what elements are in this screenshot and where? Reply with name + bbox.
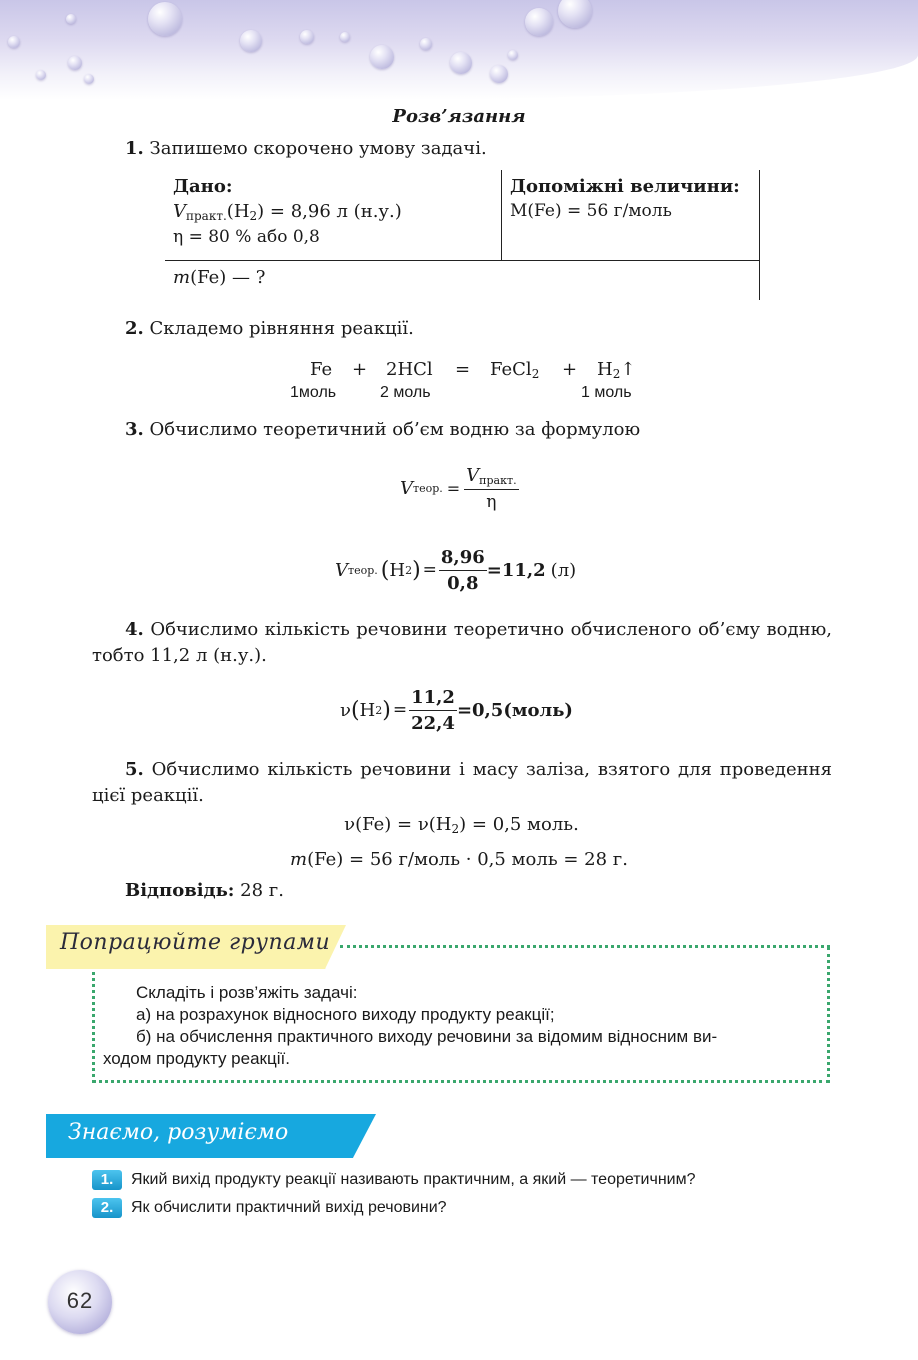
fraction: $\frac{V_{практ.}}{\eta}$ [466,464,517,512]
mol-label: 1 моль [581,384,632,401]
step-number: 5. [125,759,144,780]
table-divider-right [759,170,760,300]
decor-bubble [340,32,350,42]
decor-bubble [240,30,262,52]
step-1 [125,137,487,161]
formula-hcl: 2HCl [386,359,433,380]
decor-bubble [300,30,314,44]
question-number-badge: 1. [92,1170,122,1190]
mol-label: 2 моль [380,384,431,401]
aux-molar-mass: M(Fe) = 56 г/моль [510,201,672,221]
step-text: Обчислимо теоретичний об’єм водню за формулою [149,419,641,440]
group-work-item-b-cont: ходом продукту реакції. [103,1049,290,1068]
answer-label: Відповідь: [125,880,235,901]
decor-bubble [370,45,394,69]
know-understand-title: Знаємо, розуміємо [68,1120,289,1145]
formula-theoretical-volume-calc: V теор. ( H 2 ) = $\frac{8,96}{0,8}$ =11,2 (л) [335,546,577,594]
group-work-title: Попрацюйте групами [60,930,331,955]
given-table [165,170,760,300]
group-work-item-b: б) на обчислення практичного виходу речовини за відомим відносним ви- [136,1027,718,1046]
decor-bubble [148,2,182,36]
step-number: 1. [125,138,144,159]
step-number: 2. [125,318,144,339]
step-text: Запишемо скорочено умову задачі. [149,138,487,159]
step-text: Обчислимо кількість речовини теоретично обчисленого об’єму водню, тобто 11,2 л (н.у.). [92,619,832,666]
decor-bubble [450,52,472,74]
given-yield: η = 80 % або 0,8 [173,227,320,247]
mol-label: 1моль [290,384,337,401]
answer-value: 28 г. [240,880,284,901]
step-text: Обчислимо кількість речовини і масу заліза, взятого для проведення цієї реакції. [92,759,832,806]
fraction: $\frac{11,2}{22,4}$ [411,686,455,734]
group-work-top-border [340,945,830,948]
aux-title: Допоміжні величини: [510,176,740,197]
decor-bubble [66,14,76,24]
group-work-intro: Складіть і розв’яжіть задачі: [136,983,358,1002]
group-work-item-a: а) на розрахунок відносного виходу продукту реакції; [136,1005,555,1024]
gas-arrow-icon: ↑ [620,359,636,380]
answer [125,879,284,903]
given-volume: $V_{практ.}(H_2) = 8,96$ л (н.у.) [173,201,402,223]
formula-mass-iron: m(Fe) = 56 г/моль · 0,5 моль = 28 г. [290,849,628,870]
given-title: Дано: [173,176,233,197]
decor-bubble [525,8,553,36]
question-text: Який вихід продукту реакції називають практичним, а який — теоретичним? [131,1171,696,1188]
table-divider-horizontal [165,260,760,261]
reaction-equation [0,355,918,405]
header-decoration [0,0,918,100]
decor-bubble [84,74,94,84]
decor-bubble [508,50,518,60]
decor-bubble [36,70,46,80]
decor-bubble [68,56,82,70]
step-number: 3. [125,419,144,440]
question-number-badge: 2. [92,1198,122,1218]
formula-fe: Fe [310,359,333,380]
step-3 [125,418,640,442]
formula-amount-hydrogen: ν ( H 2 ) = $\frac{11,2}{22,4}$ =0,5 (моль) [340,686,573,734]
table-divider-vertical [501,170,502,260]
equals-sign: = [455,359,471,380]
decor-bubble [420,38,432,50]
step-5 [92,757,832,809]
step-4 [92,617,832,669]
step-number: 4. [125,619,144,640]
page-number: 62 [66,1288,94,1313]
step-2 [125,317,414,341]
formula-amount-iron: $\nu(Fe) = \nu(H_2) = 0,5$ моль. [344,814,579,836]
formula-h2: $H_2↑$ [597,359,636,381]
plus-sign: + [562,359,578,380]
formula-fecl2: FeCl$_2$ [490,359,540,381]
decor-bubble [8,36,20,48]
solution-title: Розв’язання [392,106,526,127]
step-text: Складемо рівняння реакції. [149,318,414,339]
question-text: Як обчислити практичний вихід речовини? [131,1199,447,1216]
formula-theoretical-volume: V теор. = $\frac{V_{практ.}}{\eta}$ [400,464,517,512]
plus-sign: + [352,359,368,380]
fraction: $\frac{8,96}{0,8}$ [440,546,485,594]
decor-bubble [490,65,508,83]
given-find: m(Fe) — ? [173,267,266,288]
